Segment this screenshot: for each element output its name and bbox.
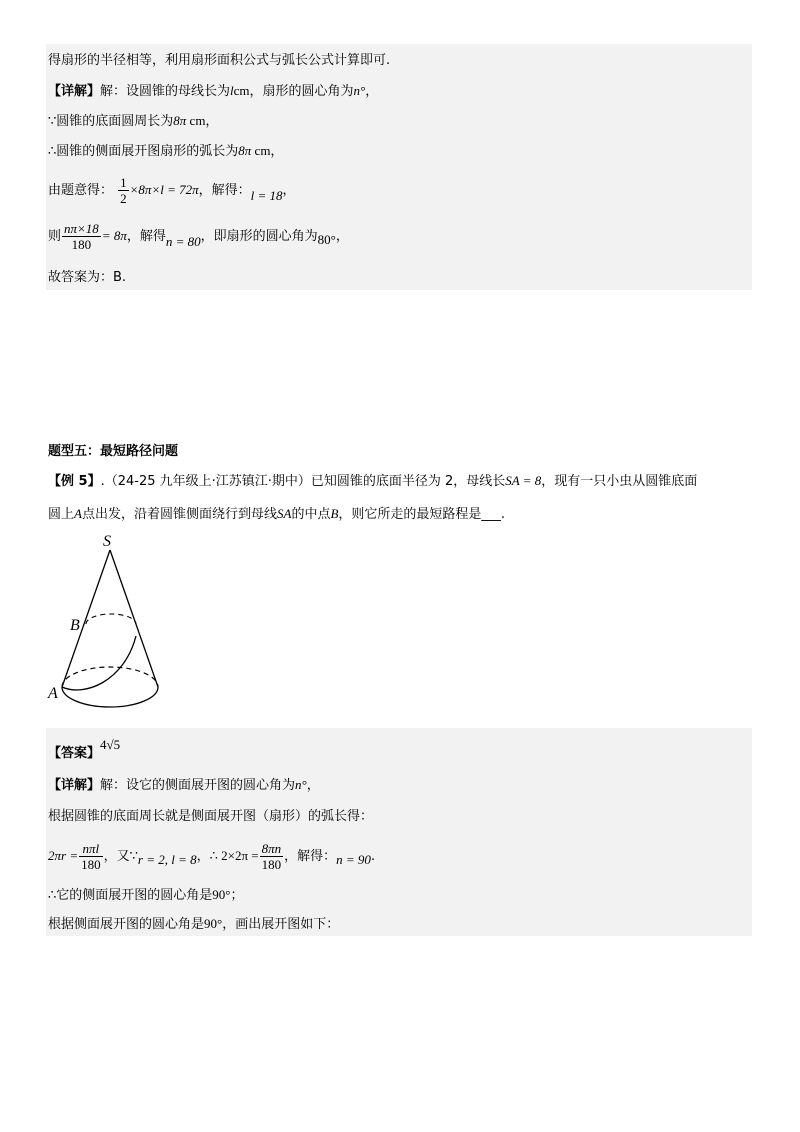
text: ∴它的侧面展开图的圆心角是: [48, 888, 213, 903]
math-var: B: [330, 506, 339, 521]
text: ，现有一只小虫从圆锥底面: [541, 474, 698, 489]
text: 圆上: [48, 507, 75, 522]
text: ，: [196, 849, 210, 864]
fraction-numerator: nπ×18: [64, 221, 99, 236]
text-line: [48, 505, 505, 524]
math-var: n°: [353, 83, 366, 98]
text-line: [48, 269, 126, 287]
text: ，: [365, 84, 379, 99]
text: cm，扇形的圆心角为: [233, 83, 354, 98]
math-expr: n = 80: [165, 234, 201, 249]
math-expr: 90°: [212, 887, 231, 902]
text-line: [48, 172, 296, 208]
text-line: [48, 82, 378, 101]
text: 根据侧面展开图的圆心角是: [48, 917, 205, 932]
text: .: [370, 849, 376, 864]
math-var: SA: [276, 506, 292, 521]
shortest-path-curve: [62, 636, 136, 690]
text-line: [48, 808, 373, 826]
fraction-numerator: 1: [120, 175, 127, 190]
example-tag: 【例 5】: [48, 474, 101, 489]
text: 点出发，沿着圆锥侧面绕行到母线: [81, 507, 277, 522]
fraction-denominator: 2: [120, 191, 127, 206]
math-expr: 90°: [204, 916, 223, 931]
math-expr: 80°: [317, 232, 336, 247]
section-title: [48, 443, 178, 461]
section-title-text: 题型五：最短路径问题: [48, 444, 179, 459]
text: ，又∵: [103, 849, 138, 864]
text: 根据圆锥的底面周长就是侧面展开图（扇形）的弧长得：: [48, 809, 374, 824]
math-expr: ×8π×l = 72π: [129, 182, 199, 197]
fraction: [118, 175, 129, 206]
text-line: [48, 737, 121, 761]
text: cm，: [251, 143, 284, 158]
detail-tag: 【详解】: [48, 778, 101, 793]
fraction: [62, 221, 101, 252]
math-expr: 8π: [173, 113, 187, 128]
text-line: [48, 112, 218, 131]
text-line: [48, 886, 244, 905]
text: ，画出展开图如下：: [222, 917, 340, 932]
answer-blank: ___: [481, 507, 501, 522]
text: ，即扇形的圆心角为: [200, 229, 318, 244]
cone-right-edge: [110, 550, 158, 687]
text: .: [500, 507, 506, 522]
math-var: l: [230, 83, 234, 98]
text: ；: [230, 888, 244, 903]
text-line: [48, 776, 320, 795]
text-line: [48, 142, 283, 161]
text: ∴圆锥的侧面展开图扇形的弧长为: [48, 144, 239, 159]
cone-figure: [44, 532, 174, 722]
text-line: [48, 472, 697, 491]
math-expr: 2πr =: [48, 848, 79, 863]
math-expr: n = 90: [336, 852, 371, 867]
midsection-ellipse-back: [86, 614, 136, 624]
fraction: [79, 841, 103, 872]
text: ，解得: [126, 229, 166, 244]
math-expr: SA = 8: [505, 473, 542, 488]
text-line: [48, 218, 349, 254]
answer-tag: 【答案】: [48, 746, 101, 761]
label-S: S: [103, 533, 111, 550]
text: 则: [48, 229, 62, 244]
text: 的中点: [291, 507, 331, 522]
math-expr: l = 18: [250, 188, 283, 203]
text: 由题意得：: [48, 183, 114, 198]
text: ，: [306, 778, 320, 793]
text: ∵圆锥的底面圆周长为: [48, 114, 174, 129]
text-line: [48, 52, 390, 70]
fraction: [260, 841, 284, 872]
text: 解：设圆锥的母线长为: [100, 84, 231, 99]
text: 得扇形的半径相等，利用扇形面积公式与弧长公式计算即可.: [48, 53, 391, 68]
math-expr: = 8π: [101, 228, 127, 243]
label-B: B: [70, 617, 80, 634]
fraction-numerator: 8πn: [261, 841, 282, 856]
text: cm，: [186, 113, 219, 128]
math-expr: 8π: [238, 143, 252, 158]
fraction-numerator: nπl: [79, 841, 103, 857]
text: ，解得：: [198, 183, 251, 198]
text-line: [48, 915, 339, 934]
fraction-denominator: 180: [71, 237, 92, 252]
label-A: A: [48, 685, 58, 702]
text: ，: [335, 229, 349, 244]
math-expr: r = 2, l = 8: [137, 852, 197, 867]
detail-tag: 【详解】: [48, 84, 101, 99]
fraction-denominator: 180: [261, 857, 282, 872]
math-expr: ∴ 2×2π =: [209, 848, 259, 863]
fraction-denominator: 180: [81, 857, 101, 872]
text: ，解得：: [284, 849, 337, 864]
text: 解：设它的侧面展开图的圆心角为: [100, 778, 296, 793]
text: 故答案为：B.: [48, 270, 127, 285]
text: ，: [282, 183, 296, 198]
math-var: n°: [295, 777, 307, 792]
text: .（24-25 九年级上·江苏镇江·期中）已知圆锥的底面半径为 2，母线长: [100, 474, 506, 489]
answer-value: 4√5: [100, 737, 121, 752]
math-var: A: [74, 506, 82, 521]
text: ，则它所走的最短路程是: [338, 507, 482, 522]
text-line: [48, 836, 375, 876]
